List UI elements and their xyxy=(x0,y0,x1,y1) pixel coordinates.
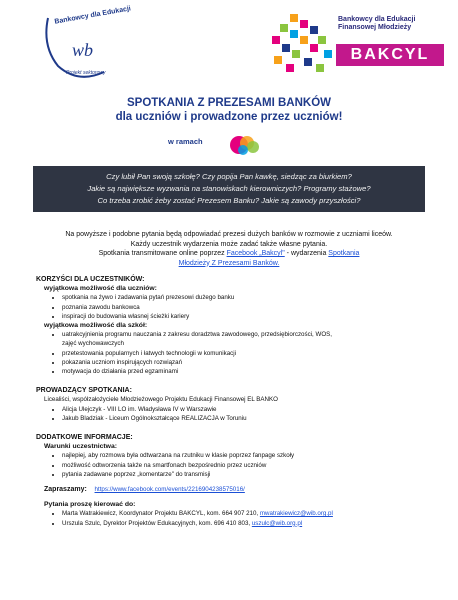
hosts-heading: PROWADZĄCY SPOTKANIA: xyxy=(36,387,132,395)
conditions-heading: Warunki uczestnictwa: xyxy=(44,443,118,451)
intro-line-3 xyxy=(0,249,458,268)
intro-line-1: Na powyższe i podobne pytania będą odpowiadać prezesi dużych banków w rozmowie z uczniami liceów. xyxy=(65,231,393,238)
contact-text: Urszula Szulc, Dyrektor Projektów Edukacyjnych, kom. 696 410 803, xyxy=(62,519,252,527)
left-logo-title: Bankowcy dla Edukacji xyxy=(53,5,132,26)
list-item: • motywacja do działania przed egzaminami xyxy=(62,367,436,376)
header xyxy=(0,0,458,90)
invite-label: Zapraszamy: xyxy=(44,486,87,494)
bakcyl-logo xyxy=(270,10,450,80)
page-title xyxy=(0,96,458,124)
w-ramach-label: w ramach xyxy=(168,137,203,146)
contact-item xyxy=(62,509,436,518)
email-link[interactable]: mwatrakiewicz@wib.org.pl xyxy=(259,510,333,518)
event-logo-icon xyxy=(227,132,267,158)
facebook-event-link[interactable]: https://www.facebook.com/events/2216904238575016/ xyxy=(94,486,245,494)
contact-list xyxy=(36,509,436,527)
left-logo-subtitle: Projekt sektorowy xyxy=(66,70,106,76)
question-2: Jakie są największe wyzwania na stanowiskach kierowniczych? Programy stażowe? xyxy=(87,184,371,193)
list-item: • inspiracji do budowania własnej ścieżki kariery xyxy=(62,312,436,321)
contact-item xyxy=(62,519,436,528)
list-item: • przetestowania popularnych i łatwych technologii w komunikacji xyxy=(62,349,436,358)
list-item: • uatrakcyjnienia programu nauczania z zakresu doradztwa zawodowego, przedsiębiorczości, WOS, xyxy=(62,330,436,339)
contact-heading: Pytania proszę kierować do: xyxy=(44,501,136,509)
invite-line xyxy=(44,485,436,494)
list-item: • spotkania na żywo i zadawania pytań prezesowi dużego banku xyxy=(62,293,436,302)
facebook-bakcyl-link[interactable]: Facebook „Bakcyl" xyxy=(226,250,285,257)
contact-text: Marta Watrakiewicz, Koordynator Projektu BAKCYL, kom. 664 907 210, xyxy=(62,510,260,518)
questions-box xyxy=(33,166,425,212)
title-line-2: dla uczniów i prowadzone przez uczniów! xyxy=(115,111,343,123)
bakcyl-mosaic-icon xyxy=(270,14,334,74)
benefits-heading: KORZYŚCI DLA UCZESTNIKÓW: xyxy=(36,276,145,283)
list-item: • najlepiej, aby rozmowa była odtwarzana na rzutniku w klasie poprzez fanpage szkoły xyxy=(62,451,436,460)
main-content xyxy=(36,275,436,528)
list-item: • Alicja Ulejczyk - VIII LO im. Władysława IV w Warszawie xyxy=(62,405,436,414)
event-link[interactable]: Spotkania Młodzieży Z Prezesami Banków. xyxy=(178,250,360,267)
question-3: Co trzeba zrobić żeby zostać Prezesem Banku? Jakie są zawody przyszłości? xyxy=(97,196,361,205)
list-item: • Jakub Bladziak - Liceum Ogólnokształcące REALIZACJA w Toruniu xyxy=(62,414,436,423)
students-heading: wyjątkowa możliwość dla uczniów: xyxy=(44,285,157,293)
list-item: • poznania zawodu bankowca xyxy=(62,303,436,312)
intro-text xyxy=(0,230,458,268)
schools-list xyxy=(36,330,436,376)
email-link[interactable]: uszulc@wib.org.pl xyxy=(251,519,303,527)
intro-line-3-prefix: Spotkania transmitowane online poprzez xyxy=(98,250,227,257)
conditions-list xyxy=(36,451,436,479)
list-item: • pytania zadawane poprzez „komentarze" do transmisji xyxy=(62,470,436,479)
intro-line-3-mid: - wydarzenia xyxy=(284,250,329,257)
students-list xyxy=(36,293,436,321)
hosts-list xyxy=(36,405,436,423)
info-heading: DODATKOWE INFORMACJE: xyxy=(36,434,133,442)
list-item: • pokazania uczniom inspirujących rozwiązań xyxy=(62,358,436,367)
intro-line-2: Każdy uczestnik wydarzenia może zadać także własne pytania. xyxy=(130,240,328,248)
hosts-intro: Licealiści, współzałożyciele Młodzieżowego Projektu Edukacji Finansowej EL BANKO xyxy=(44,396,278,404)
bankowcy-dla-edukacji-logo xyxy=(38,5,132,84)
list-item-continuation: zajęć wychowawczych xyxy=(62,340,124,348)
question-1: Czy lubił Pan swoją szkołę? Czy popija Pan kawkę, siedząc za biurkiem? xyxy=(106,172,352,181)
list-item: • możliwość odtworzenia także na smartfonach bezpośrednio przez uczniów xyxy=(62,461,436,470)
title-line-1: SPOTKANIA Z PREZESAMI BANKÓW xyxy=(126,97,332,109)
bakcyl-subtitle: Bankowcy dla Edukacji Finansowej Młodzieży xyxy=(338,16,416,31)
bakcyl-wordmark: BAKCYL xyxy=(336,44,444,66)
schools-heading: wyjątkowa możliwość dla szkół: xyxy=(44,322,148,330)
logo-mark-text: wb xyxy=(72,40,94,60)
